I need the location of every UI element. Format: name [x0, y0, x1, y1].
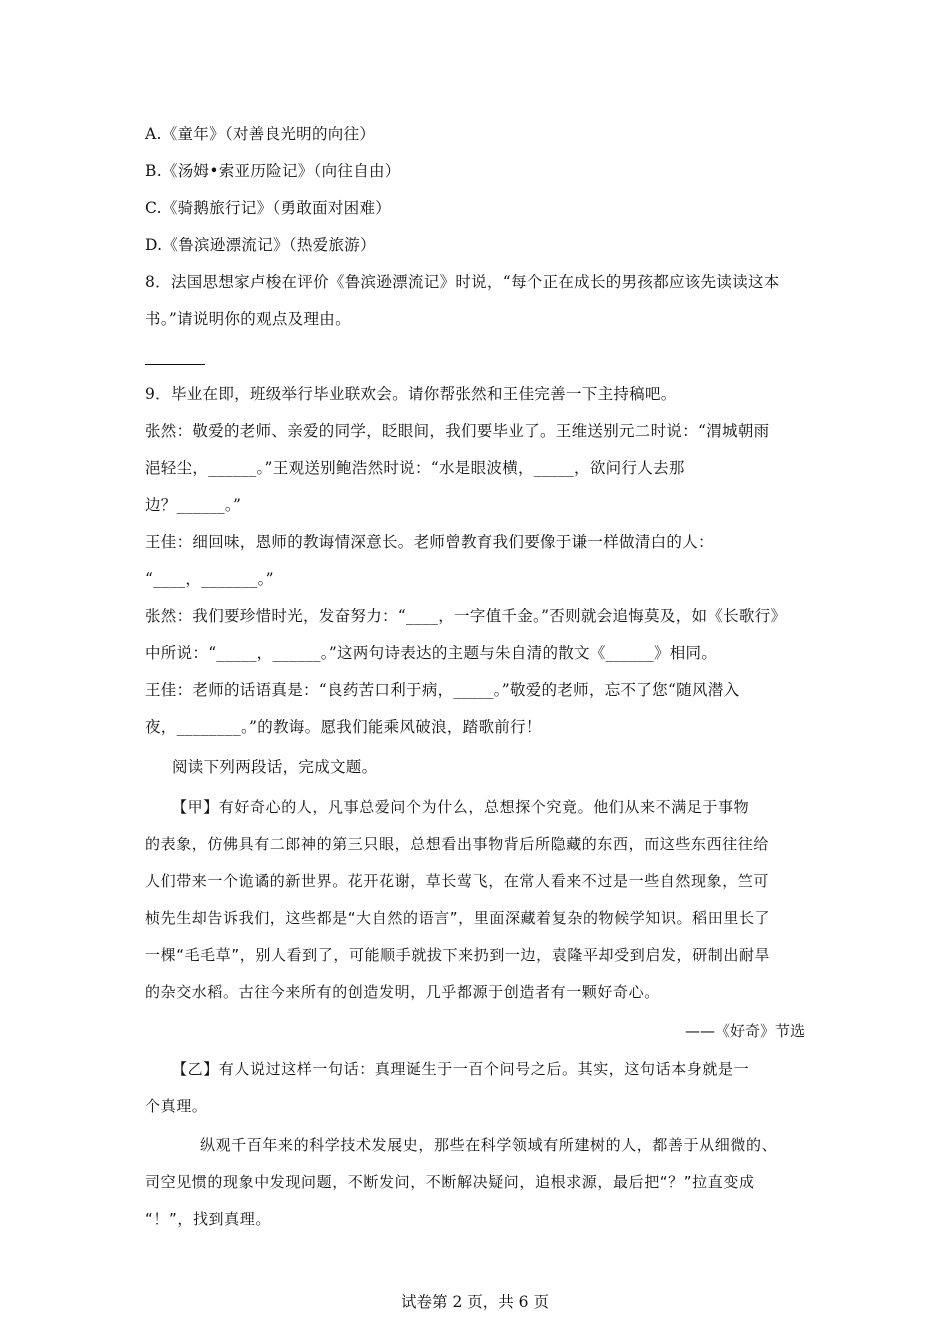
question-9-line: 王佳：细回味，恩师的教诲情深意长。老师曾教育我们要像于谦一样做清白的人： — [145, 533, 714, 551]
passage-jia-source: ——《好奇》节选 — [684, 1022, 805, 1040]
passage-jia-line: 一棵“毛毛草”，别人看到了，可能顺手就拔下来扔到一边，袁隆平却受到启发，研制出耐旱 — [145, 946, 771, 964]
question-9-line: “____，_______。” — [145, 570, 274, 588]
passage-jia-line: 人们带来一个诡谲的新世界。花开花谢，草长莺飞，在常人看来不过是一些自然现象，竺可 — [145, 872, 770, 890]
question-8-line-1: 8．法国思想家卢梭在评价《鲁滨逊漂流记》时说，“每个正在成长的男孩都应该先读读这本 — [145, 273, 780, 291]
page-footer: 试卷第 2 页，共 6 页 — [401, 1293, 549, 1311]
passage-yi-line: 【乙】有人说过这样一句话：真理诞生于一百个问号之后。其实，这句话本身就是一 — [172, 1060, 750, 1078]
passage-jia-line: 桢先生却告诉我们，这些都是“大自然的语言”，里面深藏着复杂的物候学知识。稻田里长了 — [145, 909, 771, 927]
passage-jia-line: 【甲】有好奇心的人，凡事总爱问个为什么，总想探个究竟。他们从来不满足于事物 — [172, 798, 750, 816]
reading-instruction: 阅读下列两段话，完成文题。 — [172, 758, 378, 776]
option-b: B.《汤姆•索亚历险记》（向往自由） — [145, 162, 401, 180]
passage-jia-line: 的杂交水稻。古往今来所有的创造发明，几乎都源于创造者有一颗好奇心。 — [145, 983, 660, 1001]
question-9-intro: 9．毕业在即，班级举行毕业联欢会。请你帮张然和王佳完善一下主持稿吧。 — [145, 385, 677, 403]
passage-yi-line: “！”，找到真理。 — [145, 1210, 271, 1228]
passage-yi-line: 个真理。 — [145, 1097, 208, 1115]
passage-yi-line: 纵观千百年来的科学技术发展史，那些在科学领域有所建树的人，都善于从细微的、 — [200, 1136, 778, 1154]
question-9-line: 夜，________。”的教诲。愿我们能乘风破浪，踏歌前行！ — [145, 718, 542, 736]
option-c: C.《骑鹅旅行记》（勇敢面对困难） — [145, 199, 392, 217]
passage-yi-line: 司空见惯的现象中发现问题，不断发问，不断解决疑问，追根求源，最后把“？”拉直变成 — [145, 1173, 755, 1191]
answer-blank-line — [145, 364, 205, 365]
question-9-line: 张然：敬爱的老师、亲爱的同学，眨眼间，我们要毕业了。王维送别元二时说：“渭城朝雨 — [145, 422, 770, 440]
question-8-line-2: 书。”请说明你的观点及理由。 — [145, 310, 351, 328]
passage-jia-line: 的表象，仿佛具有二郎神的第三只眼，总想看出事物背后所隐藏的东西，而这些东西往往给 — [145, 835, 770, 853]
question-9-line: 王佳：老师的话语真是：“良药苦口利于病，_____。”敬爱的老师，忘不了您“随风潜入 — [145, 681, 740, 699]
question-9-line: 浥轻尘，______。”王观送别鲍浩然时说：“水是眼波横，_____，欲问行人去那 — [145, 459, 685, 477]
option-d: D.《鲁滨逊漂流记》（热爱旅游） — [145, 236, 376, 254]
question-9-line: 中所说：“_____，______。”这两句诗表达的主题与朱自清的散文《______》相同。 — [145, 644, 718, 662]
question-9-line: 边？______。” — [145, 496, 242, 514]
option-a: A.《童年》（对善良光明的向往） — [145, 125, 376, 143]
question-9-line: 张然：我们要珍惜时光，发奋努力：“____，一字值千金。”否则就会追悔莫及，如《长歌行》 — [145, 607, 787, 625]
